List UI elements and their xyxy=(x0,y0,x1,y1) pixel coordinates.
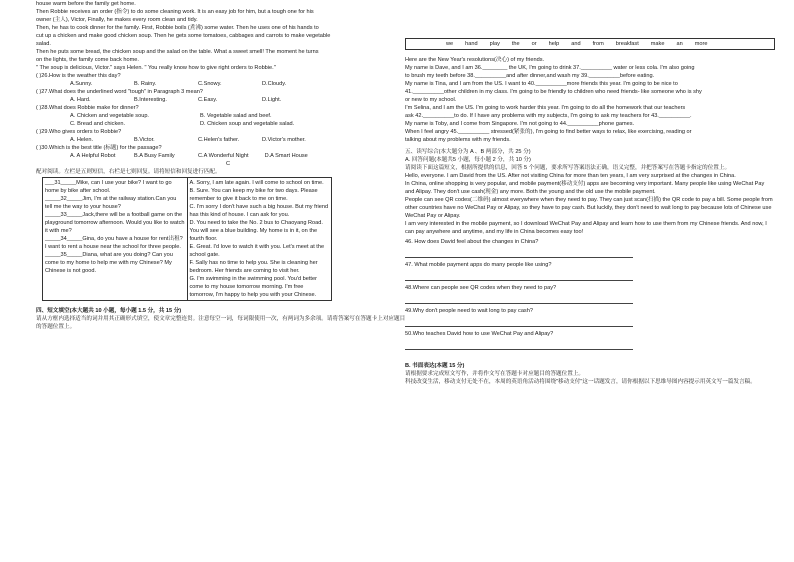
cloze-line: to brush my teeth before 38.__________and after dinner,and wash my 39.__________before eating. xyxy=(405,73,655,79)
word-bank-item: hand xyxy=(465,41,478,47)
answer-option: C.Easy. xyxy=(198,97,218,103)
short-answer-question: 50.Who teaches David how to use WeChat Pay and Alipay? xyxy=(405,331,554,337)
replies-column xyxy=(187,178,332,301)
answer-option: D.Cloudy. xyxy=(262,81,287,87)
text-message: _____33_____Jack,there will be a football game on the playground tomorrow afternoon. Would you like to watch it with me? xyxy=(45,212,185,234)
word-bank-item: more xyxy=(694,41,708,47)
right-column xyxy=(405,0,775,386)
matching-instructions: 配对阅读。左栏是五则短信，右栏是七则回复。请将短信和回复进行匹配。 xyxy=(36,169,221,175)
cloze-line: My name is Toby, and I come from Singapore. I'm not going to 44.__________phone games. xyxy=(405,121,635,127)
answer-option: D.A Smart House xyxy=(264,153,308,159)
word-bank-item: make xyxy=(650,41,665,47)
question-list-26-30 xyxy=(36,72,406,160)
left-column xyxy=(36,0,406,331)
option-row xyxy=(36,152,406,160)
answer-option: D.Victor's mother. xyxy=(262,137,306,143)
text-message: _____35_____Diana, what are you doing? Can you come to my home to help me with my Chinese? My Chinese is not good. xyxy=(45,252,173,274)
answer-option: C.Snowy. xyxy=(198,81,222,87)
passage-line: owner (主人), Victor, Finally, he makes every room clean and tidy. xyxy=(36,17,198,23)
question-stem: ( )27.What does the underlined word "tough" in Paragraph 3 mean? xyxy=(36,89,203,95)
answer-option: B. Rainy. xyxy=(134,81,157,87)
word-bank-item: an xyxy=(676,41,683,47)
stray-letter-c: C xyxy=(226,161,231,167)
cloze-line: 41.__________other children in my class. I'm going to be friendly to children who need friends- like someone who is shy xyxy=(405,89,702,95)
word-bank-item: the xyxy=(511,41,520,47)
cloze-passage xyxy=(405,56,775,144)
word-bank-box xyxy=(405,38,775,50)
passage-paragraph: People can see QR codes(二维码) almost everywhere when they need to pay. They can just scan(扫描) the QR code to pay a bill. Some people from other countries have no WeChat Pay or Alipay, so they have to pay cash. But luckily, they don't need to wait long to pay because lots of Chinese use WeChat Pay or Alipay. xyxy=(405,197,773,219)
section-b-title: B. 书面表达(本题 15 分) xyxy=(405,363,465,369)
answer-line xyxy=(405,338,633,350)
passage-line: salad. xyxy=(36,41,51,47)
answer-option: B.Interesting. xyxy=(134,97,167,103)
word-bank-item: play xyxy=(489,41,500,47)
word-bank-item: and xyxy=(571,41,581,47)
passage-line: cut up a chicken and make good chicken soup. Then he gets some tomatoes, cabbages and carrots to make vegetable xyxy=(36,33,331,39)
section-four-title: 四、短文填空(本大题共 10 小题，每小题 1.5 分，共 15 分) xyxy=(36,308,182,314)
reply-option: A. Sorry, I am late again. I will come to school on time. xyxy=(189,180,324,186)
reply-option: G. I'm swimming in the swimming pool. You'd better come to my house tomorrow morning. I'm free tomorrow, I'm happy to help you with your Chinese. xyxy=(189,276,317,298)
reply-option: D. You need to take the No. 2 bus to Chaoyang Road. You will see a blue building. My home is in it, on the fourth floor. xyxy=(189,220,323,242)
cloze-line: My name is Dave, and I am 36.________ the UK, I'm going to drink 37.__________ water or less cola. I'm also going xyxy=(405,65,695,71)
writing-instruction: 科技改变生活，移动支付无处不在，本周的英语角活动将围绕"移动支付"这一话题发言，请你根据以下思维导图内容提示用英文写一篇发言稿。 xyxy=(405,379,756,385)
question-stem: ( )28.What does Robbie make for dinner? xyxy=(36,105,139,111)
reply-option: C. I'm sorry I don't have such a big house. But my friend has this kind of house. I can ask for you. xyxy=(189,204,329,218)
reading-passage-robbie xyxy=(36,0,406,72)
text-messages-column xyxy=(43,178,188,301)
answer-line xyxy=(405,269,633,281)
passage-line: on the lights, the family come back home. xyxy=(36,57,139,63)
reply-option: E. Great. I'd love to watch it with you. Let's meet at the school gate. xyxy=(189,244,325,258)
answer-line xyxy=(405,246,633,258)
answer-option: A.Sunny. xyxy=(70,81,93,87)
text-message: _____34_____Gina, do you have a house for rent出租? I want to rent a house near the school for three people. xyxy=(45,236,183,250)
passage-line: Then Robbie receives an order (指令) to do some cleaning work. It is an easy job for him, but a tough one for his xyxy=(36,9,314,15)
passage-line: house warm before the family get home. xyxy=(36,1,136,7)
cloze-line: talking about my problems with my friends. xyxy=(405,137,511,143)
short-answer-question: 46. How does David feel about the changes in China? xyxy=(405,239,539,245)
text-message: _____32_____Jim, I'm at the railway station.Can you tell me the way to your house? xyxy=(45,196,177,210)
passage-paragraph: Hello, everyone. I am David from the US. After not visiting China for more than ten years, I am very surprised at the changes in China. xyxy=(405,173,736,179)
cloze-line: Here are the New Year's resolutions(决心) of my friends. xyxy=(405,57,545,63)
short-answer-question: 49.Why don't people need to wait long to pay cash? xyxy=(405,308,533,314)
cloze-line: My name is Tina, and I am from the US. I want to 40.__________more friends this year. I'm going to be nice to xyxy=(405,81,678,87)
question-stem: ( )26.How is the weather this day? xyxy=(36,73,121,79)
answer-line xyxy=(405,315,633,327)
option-row xyxy=(36,96,406,104)
answer-option: A. A Helpful Robot xyxy=(70,153,116,159)
word-bank-item: breakfast xyxy=(615,41,639,47)
answer-option: C.Helen's father. xyxy=(198,137,240,143)
answer-option: B.Victor. xyxy=(134,137,155,143)
answer-option: A. Helen. xyxy=(70,137,94,143)
option-row xyxy=(36,136,406,144)
reply-option: B. Sure. You can keep my bike for two days. Please remember to give it back to me on time. xyxy=(189,188,318,202)
word-bank-item: we xyxy=(446,41,454,47)
answer-option: B.A Busy Family xyxy=(134,153,175,159)
word-bank-item: or xyxy=(531,41,537,47)
option-row xyxy=(36,80,406,88)
section-four-instructions: 请从方框内选择适当的词并用其正确形式填空，使文章完整连贯。注意每空一词，每词限使用一次，有两词为多余项。请将答案写在答题卡上对应题目的答题位置上。 xyxy=(36,316,406,330)
passage-paragraph: I am very interested in the mobile payment, so I download WeChat Pay and Alipay and learn how to use them from my Chinese friends. And now, I can pay anywhere and anytime, and my life in China becomes easy too! xyxy=(405,221,767,235)
short-answer-question: 47. What mobile payment apps do many people like using? xyxy=(405,262,552,268)
answer-option: A. Hard. xyxy=(70,97,91,103)
answer-option: C. Bread and chicken. xyxy=(70,121,126,127)
section-a-title: A. 回答问题(本题共5 小题，每小题 2 分，共 10 分) xyxy=(405,157,531,163)
text-message: ___31_____Mike, can I use your bike? I want to go home by bike after school. xyxy=(45,180,172,194)
section-a-instructions: 请阅读下面这篇短文，根据所提供的信息，回答 5 个问题，要求所写答案语法正确，语义完整，并把答案写在答题卡指定的位置上。 xyxy=(405,165,731,171)
passage-line: " The soup is delicious, Victor." says Helen. " You really know how to give right orders to Robbie." xyxy=(36,65,276,71)
answer-option: A. Chicken and vegetable soup. xyxy=(70,113,149,119)
answer-questions-46-50 xyxy=(405,238,775,350)
question-stem: ( )29.Who gives orders to Robbie? xyxy=(36,129,122,135)
answer-option: C.A Wonderful Night xyxy=(198,153,249,159)
reading-passage-david xyxy=(405,172,775,236)
answer-option: B. Vegetable salad and beef. xyxy=(200,113,272,119)
word-bank-item: help xyxy=(548,41,560,47)
cloze-line: I'm Selina, and I am the US. I'm going to work harder this year. I'm going to do all the homework that our teachers xyxy=(405,105,686,111)
word-bank-item: from xyxy=(592,41,604,47)
cloze-line: or new to my school. xyxy=(405,97,457,103)
passage-line: Then, he has to cook dinner for the family. First, Robbie boils (煮沸) some water. Then he uses one of his hands to xyxy=(36,25,319,31)
reply-option: F. Sally has no time to help you. She is cleaning her bedroom. Her friends are coming to visit her. xyxy=(189,260,318,274)
cloze-line: ask 42.__________to do. If I have any problems with my subjects, I'm going to ask my teachers for 43.__________. xyxy=(405,113,692,119)
passage-line: Then he puts some bread, the chicken soup and the salad on the table. What a sweet smell! The moment he turns xyxy=(36,49,319,55)
cloze-line: When I feel angry 45.__________ stressed(紧张的), I'm going to find better ways to relax, like exercising, reading or xyxy=(405,129,692,135)
option-row xyxy=(36,120,406,128)
section-five-title: 五、读写综合(本大题分为 A 、B 两部分，共 25 分) xyxy=(405,149,531,155)
answer-line xyxy=(405,292,633,304)
matching-table xyxy=(42,177,332,301)
passage-paragraph: In China, online shopping is very popular, and mobile payment(移动支付) apps are becoming very important. Many people like using WeChat Pay and Alipay. They don't use cash(现金) any more. Both the young and the old use the mobile payment. xyxy=(405,181,765,195)
answer-option: D. Chicken soup and vegetable salad. xyxy=(200,121,295,127)
writing-instruction: 请根据要求完成短文写作，并将作文写在答题卡对应题目的答题位置上。 xyxy=(405,371,585,377)
short-answer-question: 48.Where can people see QR codes when they need to pay? xyxy=(405,285,557,291)
option-row xyxy=(36,112,406,120)
answer-option: D.Light. xyxy=(262,97,282,103)
writing-task-instructions xyxy=(405,370,775,386)
question-stem: ( )30.Which is the best title (标题) for the passage? xyxy=(36,145,162,151)
